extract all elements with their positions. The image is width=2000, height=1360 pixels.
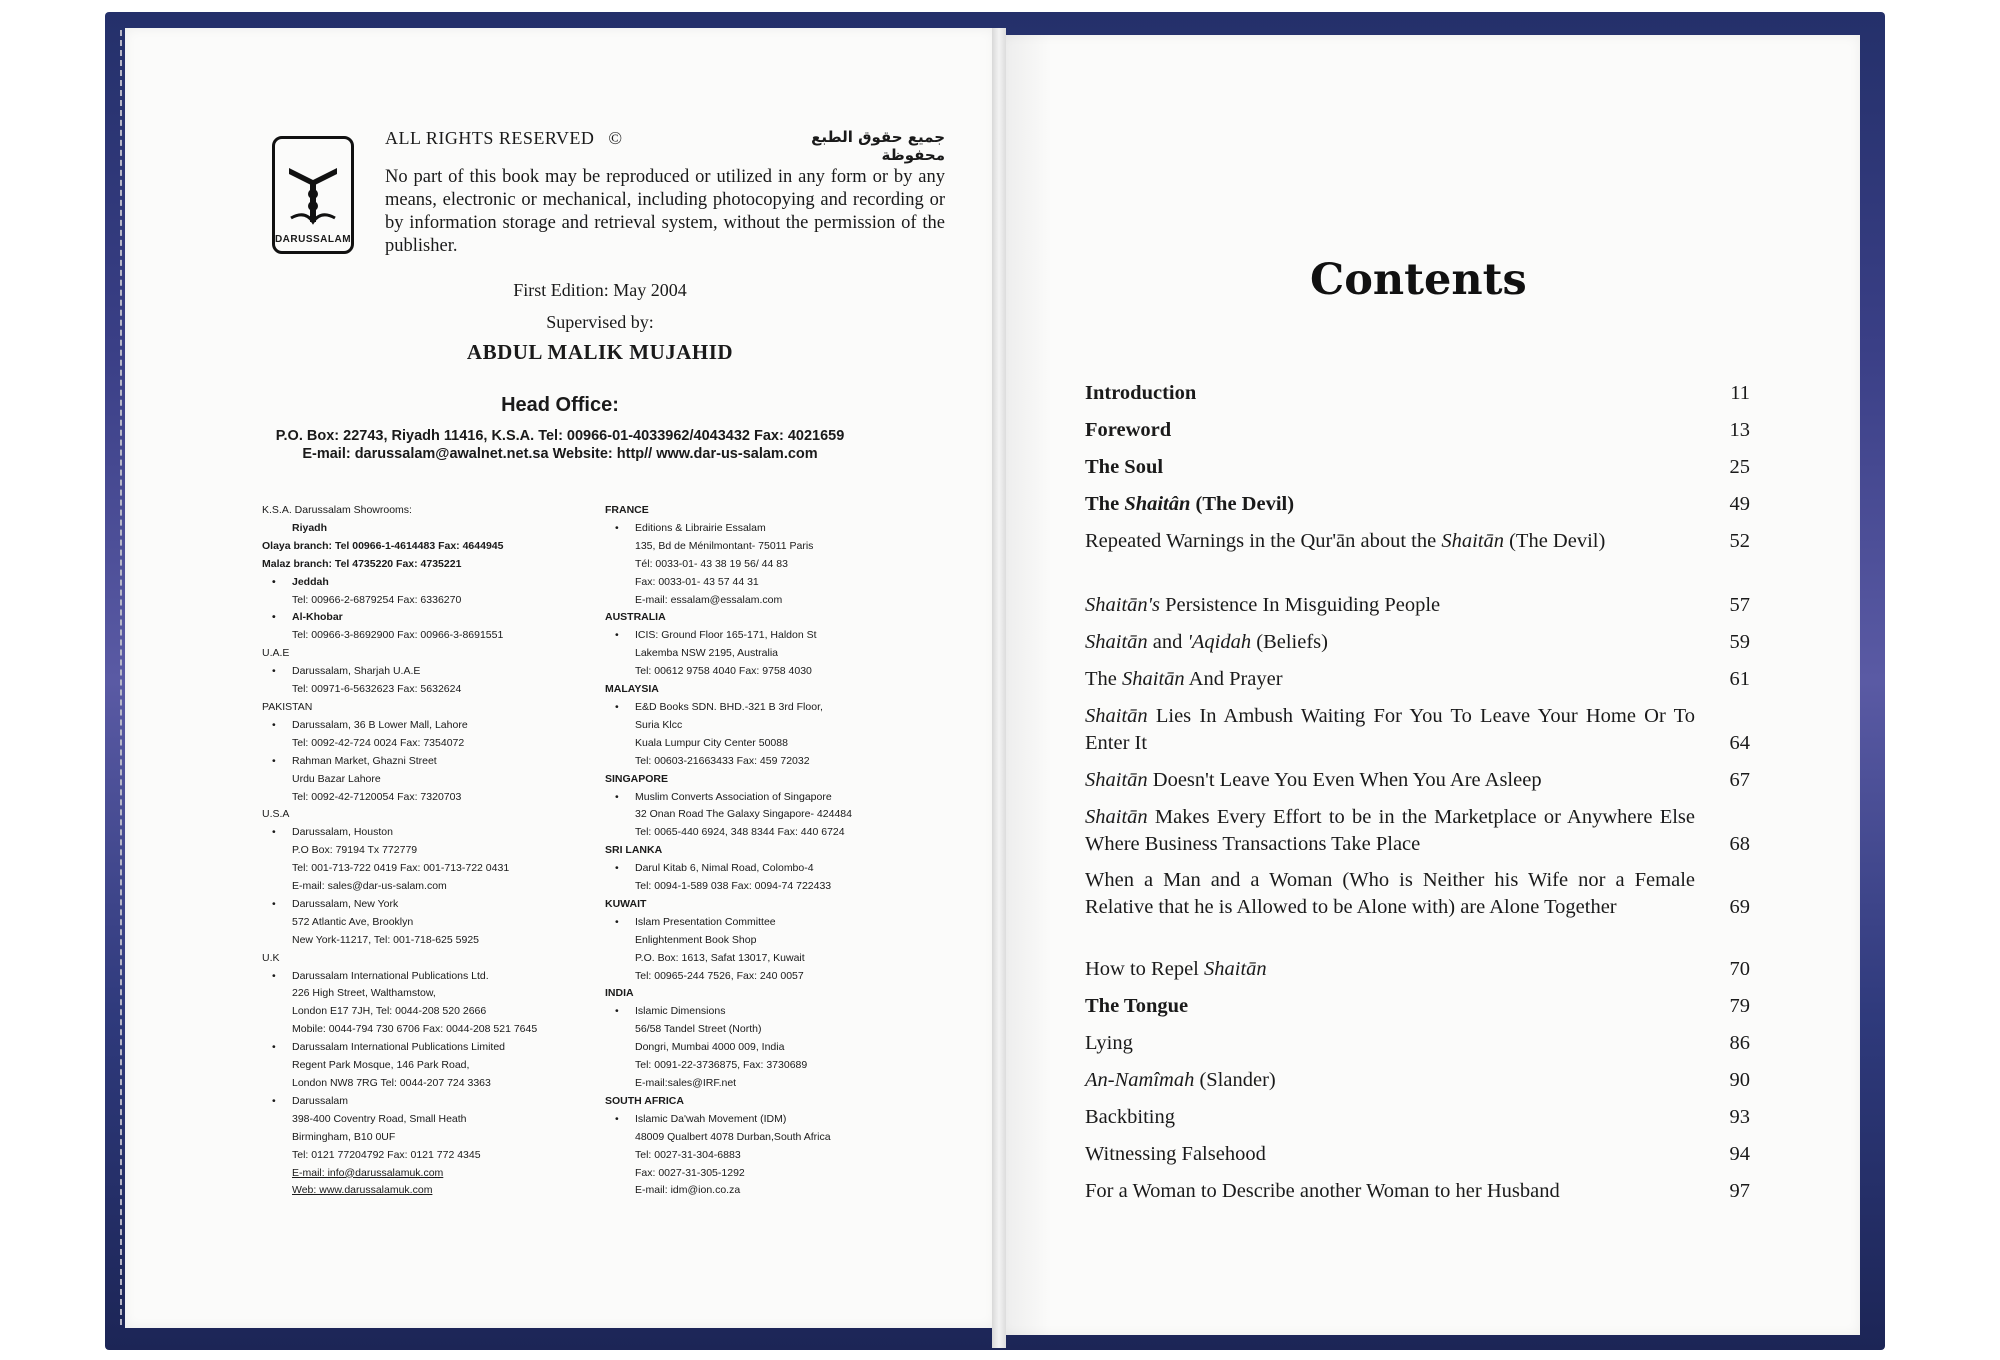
- showroom-line: • E&D Books SDN. BHD.-321 B 3rd Floor,: [605, 699, 945, 717]
- showrooms-column-2: [605, 502, 945, 1200]
- toc-page-number: 90: [1729, 1069, 1750, 1091]
- toc-entry: [1085, 1141, 1750, 1168]
- showroom-line: • Islamic Da'wah Movement (IDM): [605, 1111, 945, 1129]
- showroom-line: • Darussalam International Publications Limited: [262, 1039, 592, 1057]
- toc-entry: [1085, 1104, 1750, 1131]
- toc-entry: [1085, 1178, 1750, 1205]
- showroom-line: • Al-Khobar: [262, 609, 592, 627]
- toc-entry-title: The Shaitân (The Devil): [1085, 493, 1295, 515]
- showroom-line: Tel: 0091-22-3736875, Fax: 3730689: [635, 1059, 808, 1072]
- toc-page-number: 69: [1729, 896, 1750, 918]
- book-gutter: [992, 28, 1006, 1348]
- showroom-line: KUWAIT: [605, 897, 647, 910]
- showroom-line: 398-400 Coventry Road, Small Heath: [292, 1112, 467, 1125]
- showroom-line: Lakemba NSW 2195, Australia: [635, 647, 778, 660]
- showroom-line: Enlightenment Book Shop: [635, 933, 757, 946]
- toc-page-number: 79: [1729, 995, 1750, 1017]
- showroom-line: Riyadh: [292, 521, 328, 534]
- head-office-address: P.O. Box: 22743, Riyadh 11416, K.S.A. Tel: 00966-01-4033962/4043432 Fax: 4021659: [275, 428, 845, 444]
- showroom-line: P.O Box: 79194 Tx 772779: [292, 844, 418, 857]
- toc-page-number: 61: [1729, 668, 1750, 690]
- toc-entry: [1085, 867, 1750, 921]
- showroom-line: • Darul Kitab 6, Nimal Road, Colombo-4: [605, 860, 945, 878]
- showrooms-column-1: [262, 502, 592, 1200]
- showroom-line: SINGAPORE: [605, 772, 669, 785]
- toc-entry-title: An-Namîmah (Slander): [1085, 1069, 1276, 1091]
- toc-entry-title: Backbiting: [1085, 1106, 1175, 1128]
- toc-entry: [1085, 1030, 1750, 1057]
- toc-entry: [1085, 528, 1750, 555]
- showroom-line: Fax: 0027-31-305-1292: [635, 1166, 745, 1179]
- book-emblem-icon: [285, 160, 341, 230]
- toc-entry: [1085, 491, 1750, 518]
- showroom-line: Tel: 0121 77204792 Fax: 0121 772 4345: [292, 1148, 481, 1161]
- toc-page-number: 93: [1729, 1106, 1750, 1128]
- toc-entry: [1085, 666, 1750, 693]
- toc-entry-title: The Shaitān And Prayer: [1085, 668, 1283, 690]
- toc-entry: [1085, 629, 1750, 656]
- showroom-line: Tel: 00965-244 7526, Fax: 240 0057: [635, 969, 804, 982]
- toc-entry-title: Repeated Warnings in the Qur'ān about the Shaitān (The Devil): [1085, 530, 1606, 552]
- showroom-line: • Jeddah: [262, 574, 592, 592]
- showroom-line: Birmingham, B10 0UF: [292, 1130, 396, 1143]
- showroom-line: Tél: 0033-01- 43 38 19 56/ 44 83: [635, 557, 788, 570]
- toc-entry-title: Shaitān Lies In Ambush Waiting For You To Leave Your Home Or To Enter It: [1085, 705, 1695, 754]
- toc-entry-title: Lying: [1085, 1032, 1133, 1054]
- toc-entry-title: Introduction: [1085, 382, 1197, 404]
- toc-page-number: 67: [1729, 769, 1750, 791]
- toc-page-number: 70: [1729, 958, 1750, 980]
- showroom-line: Tel: 00971-6-5632623 Fax: 5632624: [292, 683, 462, 696]
- showroom-line: Tel: 00966-2-6879254 Fax: 6336270: [292, 593, 462, 606]
- showroom-line: 135, Bd de Ménilmontant- 75011 Paris: [635, 539, 814, 552]
- rights-paragraph: No part of this book may be reproduced or utilized in any form or by any means, electronic or mechanical, including photocopying and recording or by information storage and retrieval system, without the permission of the publisher.: [385, 167, 945, 256]
- showroom-line: • Darussalam: [262, 1093, 592, 1111]
- showroom-line: New York-11217, Tel: 001-718-625 5925: [292, 933, 480, 946]
- toc-entry: [1085, 454, 1750, 481]
- toc-entry-title: Shaitān's Persistence In Misguiding People: [1085, 594, 1441, 616]
- showroom-line: Fax: 0033-01- 43 57 44 31: [635, 575, 759, 588]
- toc-entry-title: The Soul: [1085, 456, 1164, 478]
- toc-entry: [1085, 993, 1750, 1020]
- publisher-logo: [272, 136, 354, 254]
- showroom-line: Regent Park Mosque, 146 Park Road,: [292, 1059, 470, 1072]
- toc-page-number: 97: [1729, 1180, 1750, 1202]
- toc-page-number: 13: [1729, 419, 1750, 441]
- showroom-line: E-mail: essalam@essalam.com: [635, 593, 783, 606]
- showroom-line: • Darussalam International Publications Ltd.: [262, 968, 592, 986]
- showroom-line: 48009 Qualbert 4078 Durban,South Africa: [635, 1130, 831, 1143]
- showroom-line: E-mail: idm@ion.co.za: [635, 1184, 741, 1197]
- toc-page-number: 11: [1730, 382, 1750, 404]
- supervised-label: Supervised by:: [546, 312, 654, 332]
- showroom-line: P.O. Box: 1613, Safat 13017, Kuwait: [635, 951, 805, 964]
- contents-title: Contents: [1310, 255, 1527, 305]
- toc-entry-title: Witnessing Falsehood: [1085, 1143, 1266, 1165]
- toc-entry-title: For a Woman to Describe another Woman to her Husband: [1085, 1180, 1560, 1202]
- showroom-line: 572 Atlantic Ave, Brooklyn: [292, 915, 414, 928]
- toc-entry: [1085, 956, 1750, 983]
- showroom-line: Web: www.darussalamuk.com: [292, 1184, 433, 1197]
- showroom-line: E-mail: sales@dar-us-salam.com: [292, 880, 447, 893]
- showroom-line: Urdu Bazar Lahore: [292, 772, 381, 785]
- toc-page-number: 57: [1729, 594, 1750, 616]
- head-office-title: Head Office:: [501, 394, 619, 416]
- head-office-contact: E-mail: darussalam@awalnet.net.sa Website: http// www.dar-us-salam.com: [302, 446, 818, 462]
- showroom-line: E-mail:sales@IRF.net: [635, 1077, 737, 1089]
- showroom-line: • Islamic Dimensions: [605, 1003, 945, 1021]
- toc-page-number: 49: [1729, 493, 1750, 515]
- showroom-line: Tel: 001-713-722 0419 Fax: 001-713-722 0431: [292, 862, 510, 875]
- toc-entry-title: Foreword: [1085, 419, 1172, 441]
- toc-page-number: 94: [1729, 1143, 1750, 1165]
- toc-entry-title: How to Repel Shaitān: [1085, 958, 1267, 980]
- showroom-line: Tel: 0092-42-724 0024 Fax: 7354072: [292, 736, 465, 749]
- showroom-line: London E17 7JH, Tel: 0044-208 520 2666: [292, 1005, 487, 1018]
- supervisor-name: ABDUL MALIK MUJAHID: [466, 340, 734, 364]
- showroom-line: Olaya branch: Tel 00966-1-4614483 Fax: 4644945: [262, 539, 504, 552]
- showroom-line: Mobile: 0044-794 730 6706 Fax: 0044-208 521 7645: [292, 1023, 538, 1036]
- showroom-line: • Muslim Converts Association of Singapore: [605, 789, 945, 807]
- toc-page-number: 52: [1729, 530, 1750, 552]
- showroom-line: Malaz branch: Tel 4735220 Fax: 4735221: [262, 557, 462, 570]
- toc-entry: [1085, 1067, 1750, 1094]
- showroom-line: PAKISTAN: [262, 700, 313, 713]
- showroom-line: AUSTRALIA: [605, 611, 666, 624]
- toc-entry-title: The Tongue: [1085, 995, 1189, 1017]
- toc-entry-title: Shaitān and 'Aqidah (Beliefs): [1085, 631, 1328, 653]
- showroom-line: • Darussalam, Sharjah U.A.E: [262, 663, 592, 681]
- showroom-line: Kuala Lumpur City Center 50088: [635, 736, 788, 749]
- showroom-line: K.S.A. Darussalam Showrooms:: [262, 504, 412, 516]
- toc-page-number: 59: [1729, 631, 1750, 653]
- toc-entry-title: When a Man and a Woman (Who is Neither his Wife nor a Female Relative that he is Allowed to be Alone with) are Alone Together: [1085, 869, 1695, 918]
- toc-entry: [1085, 417, 1750, 444]
- showroom-line: • Islam Presentation Committee: [605, 914, 945, 932]
- showroom-line: SOUTH AFRICA: [605, 1094, 684, 1107]
- showroom-line: U.S.A: [262, 808, 290, 821]
- showroom-line: Tel: 0094-1-589 038 Fax: 0094-74 722433: [635, 880, 832, 893]
- showroom-line: INDIA: [605, 987, 634, 1000]
- showroom-line: U.A.E: [262, 647, 290, 660]
- showroom-line: Tel: 00612 9758 4040 Fax: 9758 4030: [635, 665, 812, 678]
- toc-page-number: 86: [1729, 1032, 1750, 1054]
- logo-wordmark: DARUSSALAM: [274, 234, 352, 245]
- page-edge: [120, 30, 128, 1325]
- showroom-line: • Darussalam, 36 B Lower Mall, Lahore: [262, 717, 592, 735]
- showroom-line: Tel: 0092-42-7120054 Fax: 7320703: [292, 790, 462, 803]
- showroom-line: • Darussalam, Houston: [262, 824, 592, 842]
- showroom-line: London NW8 7RG Tel: 0044-207 724 3363: [292, 1077, 491, 1089]
- showroom-line: 32 Onan Road The Galaxy Singapore- 424484: [635, 808, 852, 821]
- rights-heading: ALL RIGHTS RESERVED ©: [385, 128, 623, 148]
- showroom-line: 226 High Street, Walthamstow,: [292, 987, 436, 1000]
- toc-entry: [1085, 804, 1750, 858]
- showroom-line: • Darussalam, New York: [262, 896, 592, 914]
- toc-page-number: 64: [1729, 732, 1750, 754]
- toc-page-number: 68: [1729, 833, 1750, 855]
- showroom-line: Tel: 00603-21663433 Fax: 459 72032: [635, 754, 810, 767]
- edition-line: First Edition: May 2004: [513, 280, 687, 300]
- toc-entry: [1085, 767, 1750, 794]
- showroom-line: Dongri, Mumbai 4000 009, India: [635, 1041, 785, 1054]
- rights-arabic: جميع حقوق الطبع محفوظة: [811, 128, 945, 164]
- showroom-line: • Rahman Market, Ghazni Street: [262, 753, 592, 771]
- copyright-symbol: ©: [608, 128, 623, 148]
- toc-page-number: 25: [1729, 456, 1750, 478]
- showroom-line: Tel: 00966-3-8692900 Fax: 00966-3-8691551: [292, 629, 504, 642]
- showroom-line: 56/58 Tandel Street (North): [635, 1023, 762, 1036]
- toc-entry: [1085, 703, 1750, 757]
- showroom-line: • Editions & Librairie Essalam: [605, 520, 945, 538]
- showroom-line: Suria Klcc: [635, 718, 683, 731]
- toc-entry-title: Shaitān Doesn't Leave You Even When You Are Asleep: [1085, 769, 1542, 791]
- showroom-line: FRANCE: [605, 504, 649, 516]
- toc-entry-title: Shaitān Makes Every Effort to be in the Marketplace or Anywhere Else Where Business Transactions Take Place: [1085, 806, 1695, 855]
- toc-entry: [1085, 380, 1750, 407]
- showroom-line: SRI LANKA: [605, 844, 663, 857]
- showroom-line: Tel: 0065-440 6924, 348 8344 Fax: 440 6724: [635, 826, 845, 839]
- showroom-line: Tel: 0027-31-304-6883: [635, 1148, 741, 1161]
- showroom-line: MALAYSIA: [605, 683, 659, 696]
- showroom-line: • ICIS: Ground Floor 165-171, Haldon St: [605, 627, 945, 645]
- showroom-line: U.K: [262, 951, 280, 964]
- showroom-line: E-mail: info@darussalamuk.com: [292, 1166, 444, 1179]
- toc-entry: [1085, 592, 1750, 619]
